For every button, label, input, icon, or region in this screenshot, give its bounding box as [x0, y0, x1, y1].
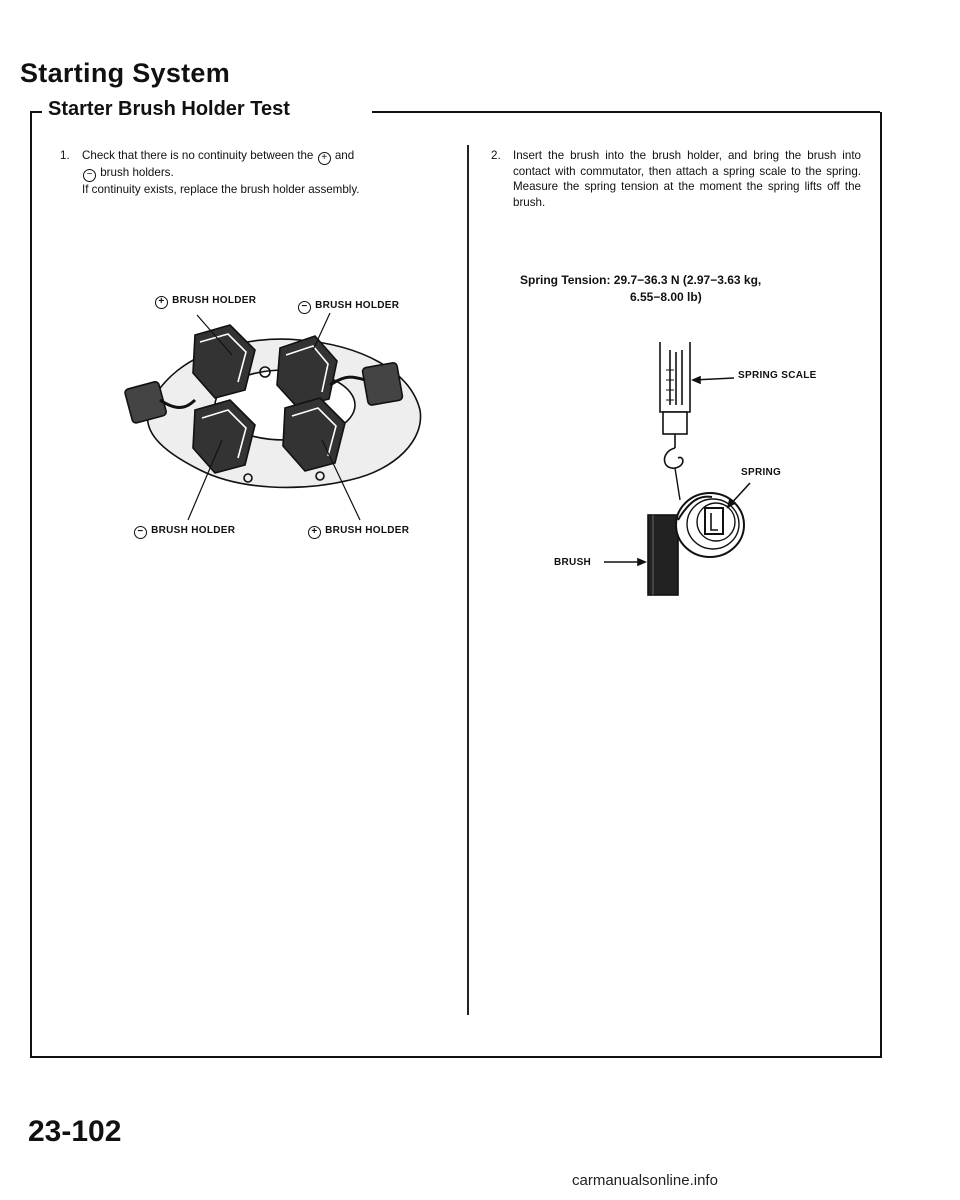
step-1-text-d: If continuity exists, replace the brush holder assembly.: [82, 183, 360, 196]
label-plus-brush-holder-top: + BRUSH HOLDER: [154, 295, 256, 309]
watermark: carmanualsonline.info: [572, 1172, 718, 1189]
plus-symbol-icon: +: [318, 152, 331, 165]
label-spring: SPRING: [741, 467, 782, 478]
plus-symbol-icon: +: [155, 296, 168, 309]
spec-value-line1: 29.7−36.3 N (2.97−3.63 kg,: [613, 273, 762, 287]
step-1-number: 1.: [60, 149, 70, 162]
page-number: 23-102: [28, 1115, 122, 1148]
label-plus-brush-holder-bottom: + BRUSH HOLDER: [307, 525, 409, 539]
label-minus-brush-holder-bottom: − BRUSH HOLDER: [133, 525, 235, 539]
spec-label: Spring Tension:: [520, 273, 611, 287]
label-spring-scale: SPRING SCALE: [738, 370, 817, 381]
section-subtitle: Starter Brush Holder Test: [48, 98, 290, 120]
page-title: Starting System: [20, 58, 231, 88]
minus-symbol-icon: −: [83, 169, 96, 182]
minus-symbol-icon: −: [134, 526, 147, 539]
label-brush: BRUSH: [554, 557, 592, 568]
plus-symbol-icon: +: [308, 526, 321, 539]
step-1-text-c: brush holders.: [100, 166, 174, 179]
step-2-number: 2.: [491, 149, 501, 162]
label-minus-brush-holder-top: − BRUSH HOLDER: [297, 300, 399, 314]
step-2-text: Insert the brush into the brush holder, and bring the brush into contact with commutator, then attach a spring scale to the spring. Measure the spring tension at the moment the spring lifts off the brush.: [513, 149, 861, 209]
step-1-text-b: and: [334, 149, 355, 162]
step-1-text-a: Check that there is no continuity between the: [82, 149, 314, 162]
spec-value-line2: 6.55−8.00 lb): [630, 290, 702, 304]
minus-symbol-icon: −: [298, 301, 311, 314]
